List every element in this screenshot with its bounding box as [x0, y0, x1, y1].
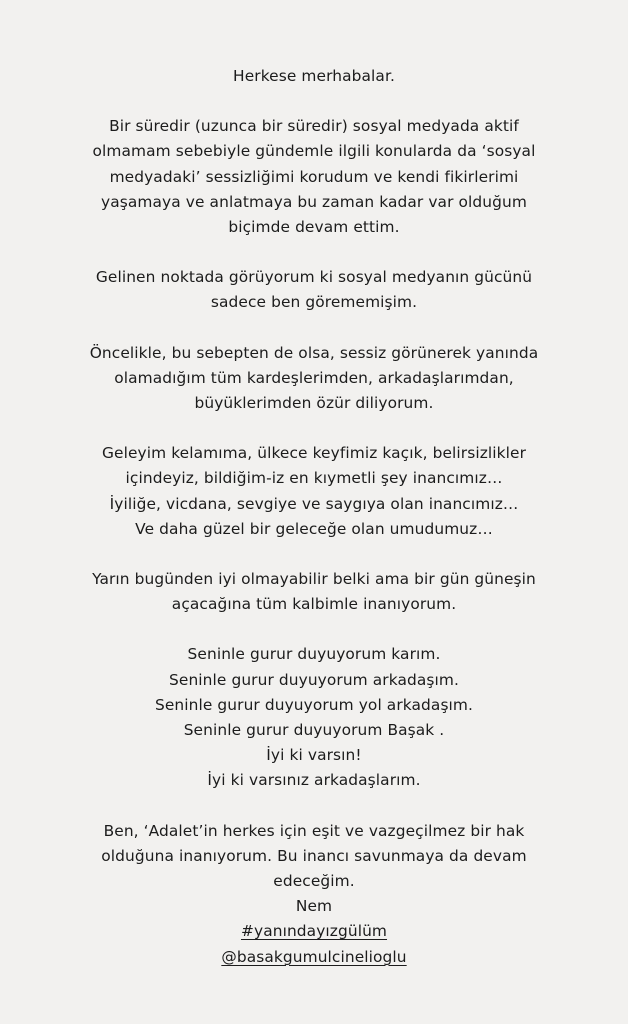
text-line: sadece ben görememişim. — [210, 293, 418, 312]
text-line: edeceğim. — [273, 872, 355, 891]
text-line: Yarın bugünden iyi olmayabilir belki ama bir gün güneşin — [92, 570, 536, 589]
text-line: Geleyim kelamıma, ülkece keyfimiz kaçık, belirsizlikler — [101, 444, 527, 463]
text-line: İyiliğe, vicdana, sevgiye ve saygıya olan inancımız… — [109, 494, 519, 513]
text-line: olmamam sebebiyle gündemle ilgili konularda da ‘sosyal — [92, 142, 536, 161]
signature: Nem — [295, 897, 333, 916]
mention-link[interactable]: @basakgumulcinelioglu — [221, 947, 407, 966]
sign-off — [40, 894, 588, 970]
text-line: Seninle gurur duyuyorum arkadaşım. — [169, 670, 459, 689]
text-line: içindeyiz, bildiğim-iz en kıymetli şey inancımız… — [125, 469, 503, 488]
text-line: medyadaki’ sessizliğimi korudum ve kendi fikirlerimi — [109, 167, 519, 186]
text-line: Seninle gurur duyuyorum Başak . — [183, 721, 445, 740]
text-line: Gelinen noktada görüyorum ki sosyal medyanın gücünü — [95, 268, 533, 287]
greeting — [40, 64, 588, 89]
paragraph-pride — [40, 642, 588, 793]
text-line: Seninle gurur duyuyorum karım. — [187, 645, 441, 664]
text-line: Seninle gurur duyuyorum yol arkadaşım. — [154, 695, 474, 714]
paragraph-apology — [40, 341, 588, 417]
text-line: Öncelikle, bu sebepten de olsa, sessiz görünerek yanında — [89, 343, 539, 362]
text-line: biçimde devam ettim. — [228, 218, 400, 237]
text-line: yaşamaya ve anlatmaya bu zaman kadar var olduğum — [101, 192, 527, 211]
paragraph-social-media — [40, 265, 588, 315]
text-line: İyi ki varsınız arkadaşlarım. — [207, 771, 421, 790]
text-line: büyüklerimden özür diliyorum. — [194, 394, 434, 413]
text-line: açacağına tüm kalbimle inanıyorum. — [171, 595, 457, 614]
text-line: olduğuna inanıyorum. Bu inancı savunmaya da devam — [101, 846, 527, 865]
paragraph-faith — [40, 441, 588, 542]
text-line: Ben, ‘Adalet’in herkes için eşit ve vazgeçilmez bir hak — [103, 821, 525, 840]
paragraph-justice — [40, 819, 588, 895]
greeting-line: Herkese merhabalar. — [233, 67, 395, 85]
paragraph-absence — [40, 114, 588, 240]
statement-text — [40, 64, 588, 970]
hashtag-link[interactable]: #yanındayızgülüm — [240, 922, 388, 941]
text-line: Bir süredir (uzunca bir süredir) sosyal medyada aktif — [109, 117, 519, 136]
text-line: İyi ki varsın! — [266, 746, 362, 765]
paragraph-hope — [40, 567, 588, 617]
text-line: Ve daha güzel bir geleceğe olan umudumuz… — [135, 519, 493, 538]
text-line: olamadığım tüm kardeşlerimden, arkadaşlarımdan, — [114, 368, 514, 387]
